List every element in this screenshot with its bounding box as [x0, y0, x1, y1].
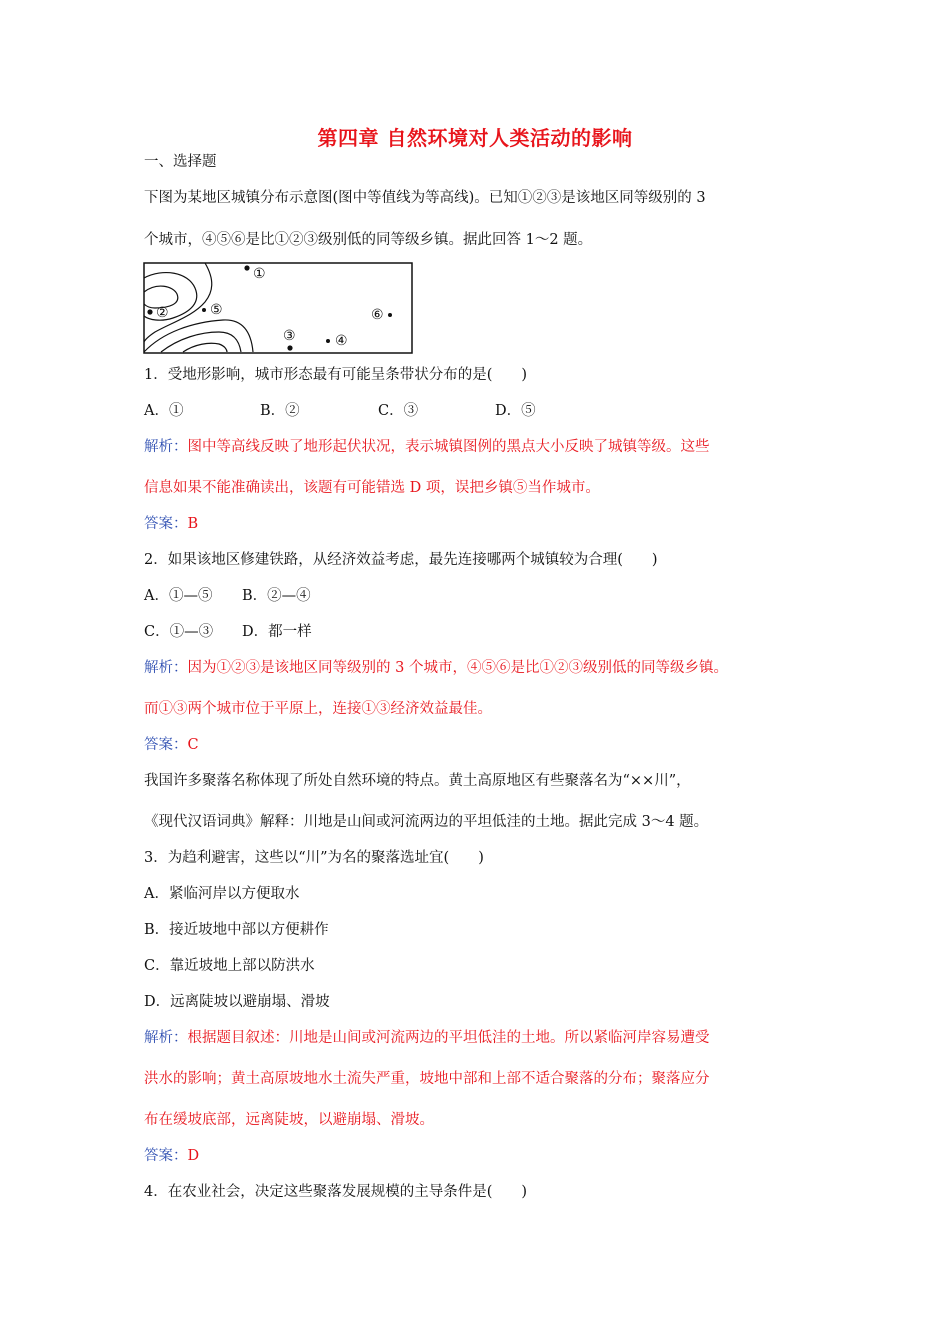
q1-option-d: D．⑤	[495, 403, 536, 419]
q1-answer: 答案：B	[144, 516, 199, 532]
town-distribution-map	[143, 262, 413, 354]
q2-options-row-1	[144, 586, 824, 606]
q1-analysis-line-1: 解析：图中等高线反映了地形起伏状况，表示城镇图例的黑点大小反映了城镇等级。这些	[144, 439, 710, 455]
q3-answer: 答案：D	[144, 1148, 200, 1164]
q2-option-c: C．①—③	[144, 624, 214, 640]
q3-analysis-line-2: 洪水的影响；黄土高原坡地水土流失严重，坡地中部和上部不适合聚落的分布；聚落应分	[144, 1071, 710, 1087]
town-6-dot	[388, 313, 392, 317]
q2-option-b: B．②—④	[242, 588, 311, 604]
town-4-dot	[326, 339, 330, 343]
town-label-1: ①	[253, 266, 266, 282]
q2-analysis-line-2: 而①③两个城市位于平原上，连接①③经济效益最佳。	[144, 701, 492, 717]
q2-analysis-label: 解析：	[144, 660, 188, 676]
q3-option-b: B．接近坡地中部以方便耕作	[144, 922, 329, 938]
q1-analysis-line-2: 信息如果不能准确读出，该题有可能错选 D 项，误把乡镇⑤当作城市。	[144, 480, 600, 496]
q1-option-a: A．①	[144, 403, 184, 419]
q3-option-c: C．靠近坡地上部以防洪水	[144, 958, 315, 974]
section-heading: 一、选择题	[144, 154, 217, 170]
intro1-line-2: 个城市，④⑤⑥是比①②③级别低的同等级乡镇。据此回答 1～2 题。	[144, 232, 593, 248]
q3-analysis-line-1: 解析：根据题目叙述：川地是山间或河流两边的平坦低洼的土地。所以紧临河岸容易遭受	[144, 1030, 710, 1046]
q2-option-d: D．都一样	[242, 624, 312, 640]
q1-stem: 1．受地形影响，城市形态最有可能呈条带状分布的是( )	[144, 367, 528, 383]
q2-answer: 答案：C	[144, 737, 199, 753]
q3-option-d: D．远离陡坡以避崩塌、滑坡	[144, 994, 330, 1010]
q4-stem: 4．在农业社会，决定这些聚落发展规模的主导条件是( )	[144, 1184, 528, 1200]
town-label-3: ③	[283, 328, 296, 344]
city-1-dot	[244, 265, 249, 270]
q2-answer-value: C	[187, 737, 199, 753]
intro2-line-2: 《现代汉语词典》解释：川地是山间或河流两边的平坦低洼的土地。据此完成 3～4 题。	[144, 814, 709, 830]
q1-option-b: B．②	[260, 403, 300, 419]
q2-options-row-2	[144, 622, 824, 642]
q2-analysis-line-1: 解析：因为①②③是该地区同等级别的 3 个城市，④⑤⑥是比①②③级别低的同等级乡镇。	[144, 660, 728, 676]
intro1-line-1: 下图为某地区城镇分布示意图(图中等值线为等高线)。已知①②③是该地区同等级别的 3	[144, 190, 706, 206]
q3-option-a: A．紧临河岸以方便取水	[144, 886, 300, 902]
q2-option-a: A．①—⑤	[144, 588, 213, 604]
q3-stem: 3．为趋利避害，这些以“川”为名的聚落选址宜( )	[144, 850, 484, 866]
intro2-line-1: 我国许多聚落名称体现了所处自然环境的特点。黄土高原地区有些聚落名为“××川”，	[144, 773, 691, 789]
town-label-2: ②	[156, 305, 169, 321]
q1-options	[144, 401, 824, 421]
city-3-dot	[287, 345, 292, 350]
town-label-6: ⑥	[371, 307, 384, 323]
q3-answer-value: D	[187, 1148, 200, 1164]
q1-option-c: C．③	[378, 403, 419, 419]
town-5-dot	[202, 308, 206, 312]
q1-analysis-label: 解析：	[144, 439, 188, 455]
city-2-dot	[147, 309, 152, 314]
q3-analysis-label: 解析：	[144, 1030, 188, 1046]
chapter-title: 第四章 自然环境对人类活动的影响	[317, 126, 633, 150]
town-label-4: ④	[335, 333, 348, 349]
q1-answer-value: B	[187, 516, 199, 532]
q3-analysis-line-3: 布在缓坡底部，远离陡坡，以避崩塌、滑坡。	[144, 1112, 434, 1128]
town-label-5: ⑤	[210, 302, 223, 318]
q2-stem: 2．如果该地区修建铁路，从经济效益考虑，最先连接哪两个城镇较为合理( )	[144, 552, 658, 568]
